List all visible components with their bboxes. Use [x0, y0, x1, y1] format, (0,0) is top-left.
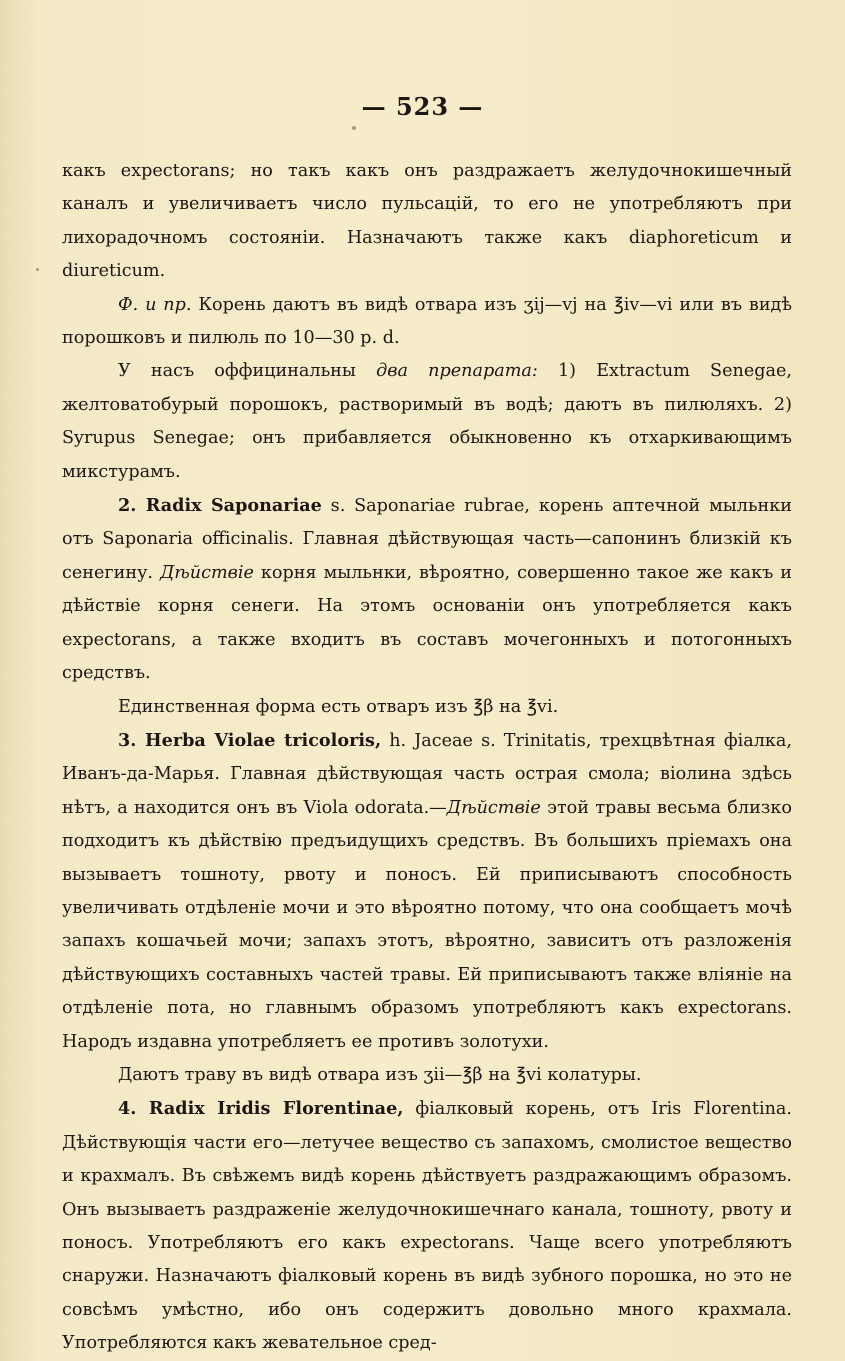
paragraph: 3. Herba Violae tricoloris, h. Jaceae s. Trinitatis, трехцвѣтная фiалка, Иванъ-да-Марья. Главная дѣйствующая часть острая смола; вiолина здѣсь нѣтъ, а находится онъ въ Viola odorata.—Дѣйствiе этой травы весьма близко подходитъ къ дѣйствiю предъидущихъ средствъ. Въ большихъ прiемахъ она вызываетъ тошноту, рвоту и поносъ. Ей приписываютъ способность увеличивать отдѣленiе мочи и это вѣроятно потому, что она сообщаетъ мочѣ запахъ кошачьей мочи; запахъ этотъ, вѣроятно, зависитъ отъ разложенiя дѣйствующихъ составныхъ частей травы. Ей приписываютъ также влiянiе на отдѣленiе пота, но главнымъ образомъ употребляютъ какъ expectorans. Народъ издавна употребляетъ ее противъ золотухи.: [62, 729, 792, 1052]
paragraph: Единственная форма есть отваръ изъ ℥β на ℥vi.: [118, 696, 559, 717]
entry-heading: 4. Radix Iridis Florentinae,: [118, 1098, 404, 1120]
lead-italic: Дѣйствiе: [446, 797, 541, 818]
ink-speck: [36, 268, 39, 271]
lead-italic: два препарата:: [376, 361, 538, 382]
paragraph: какъ expectorans; но такъ какъ онъ раздражаетъ желудочнокишечный каналъ и увеличиваетъ число пульсацiй, то его не употребляютъ при лихорадочномъ состоянiи. Назначаютъ также какъ diaphoreticum и diureticum.: [62, 161, 792, 282]
entry-heading: 2. Radix Saponariae: [118, 495, 322, 517]
page-number: — 523 —: [361, 92, 484, 121]
lead-italic: Ф. и пр.: [118, 294, 192, 315]
paragraph: Ф. и пр. Корень даютъ въ видѣ отвара изъ ʒij—vj на ℥iv—vi или въ видѣ порошковъ и пилюль по 10—30 р. d.: [62, 294, 792, 349]
entry-heading: 3. Herba Violae tricoloris,: [118, 729, 382, 751]
ink-speck: [352, 126, 356, 130]
lead-italic: Дѣйствiе: [159, 562, 254, 583]
paragraph: Даютъ траву въ видѣ отвара изъ ʒii—℥β на ℥vi колатуры.: [118, 1064, 642, 1085]
paragraph: У насъ оффицинальны два препарата: 1) Extractum Senegae, желтоватобурый порошокъ, растворимый въ водѣ; даютъ въ пилюляхъ. 2) Syrupus Senegae; онъ прибавляется обыкновенно къ отхаркивающимъ микстурамъ.: [62, 361, 792, 482]
body-text: [62, 155, 792, 1361]
paragraph: 2. Radix Saponariae s. Saponariae rubrae, корень аптечной мыльнки отъ Saponaria officinalis. Главная дѣйствующая часть—сапонинъ близкiй къ сенегину. Дѣйствiе корня мыльнки, вѣроятно, совершенно такое же какъ и дѣйствiе корня сенеги. На этомъ основанiи онъ употребляется какъ expectorans, а также входитъ въ составъ мочегонныхъ и потогонныхъ средствъ.: [62, 495, 792, 684]
paragraph: 4. Radix Iridis Florentinae, фiалковый корень, отъ Iris Florentina. Дѣйствующiя части его—летучее вещество съ запахомъ, смолистое вещество и крахмалъ. Въ свѣжемъ видѣ корень дѣйствуетъ раздражающимъ образомъ. Онъ вызываетъ раздраженiе желудочнокишечнаго канала, тошноту, рвоту и поносъ. Употребляютъ его какъ expectorans. Чаще всего употребляютъ снаружи. Назначаютъ фiалковый корень въ видѣ зубного порошка, но это не совсѣмъ умѣстно, ибо онъ содержитъ довольно много крахмала. Употребляются какъ жевательное сред-: [62, 1098, 792, 1354]
